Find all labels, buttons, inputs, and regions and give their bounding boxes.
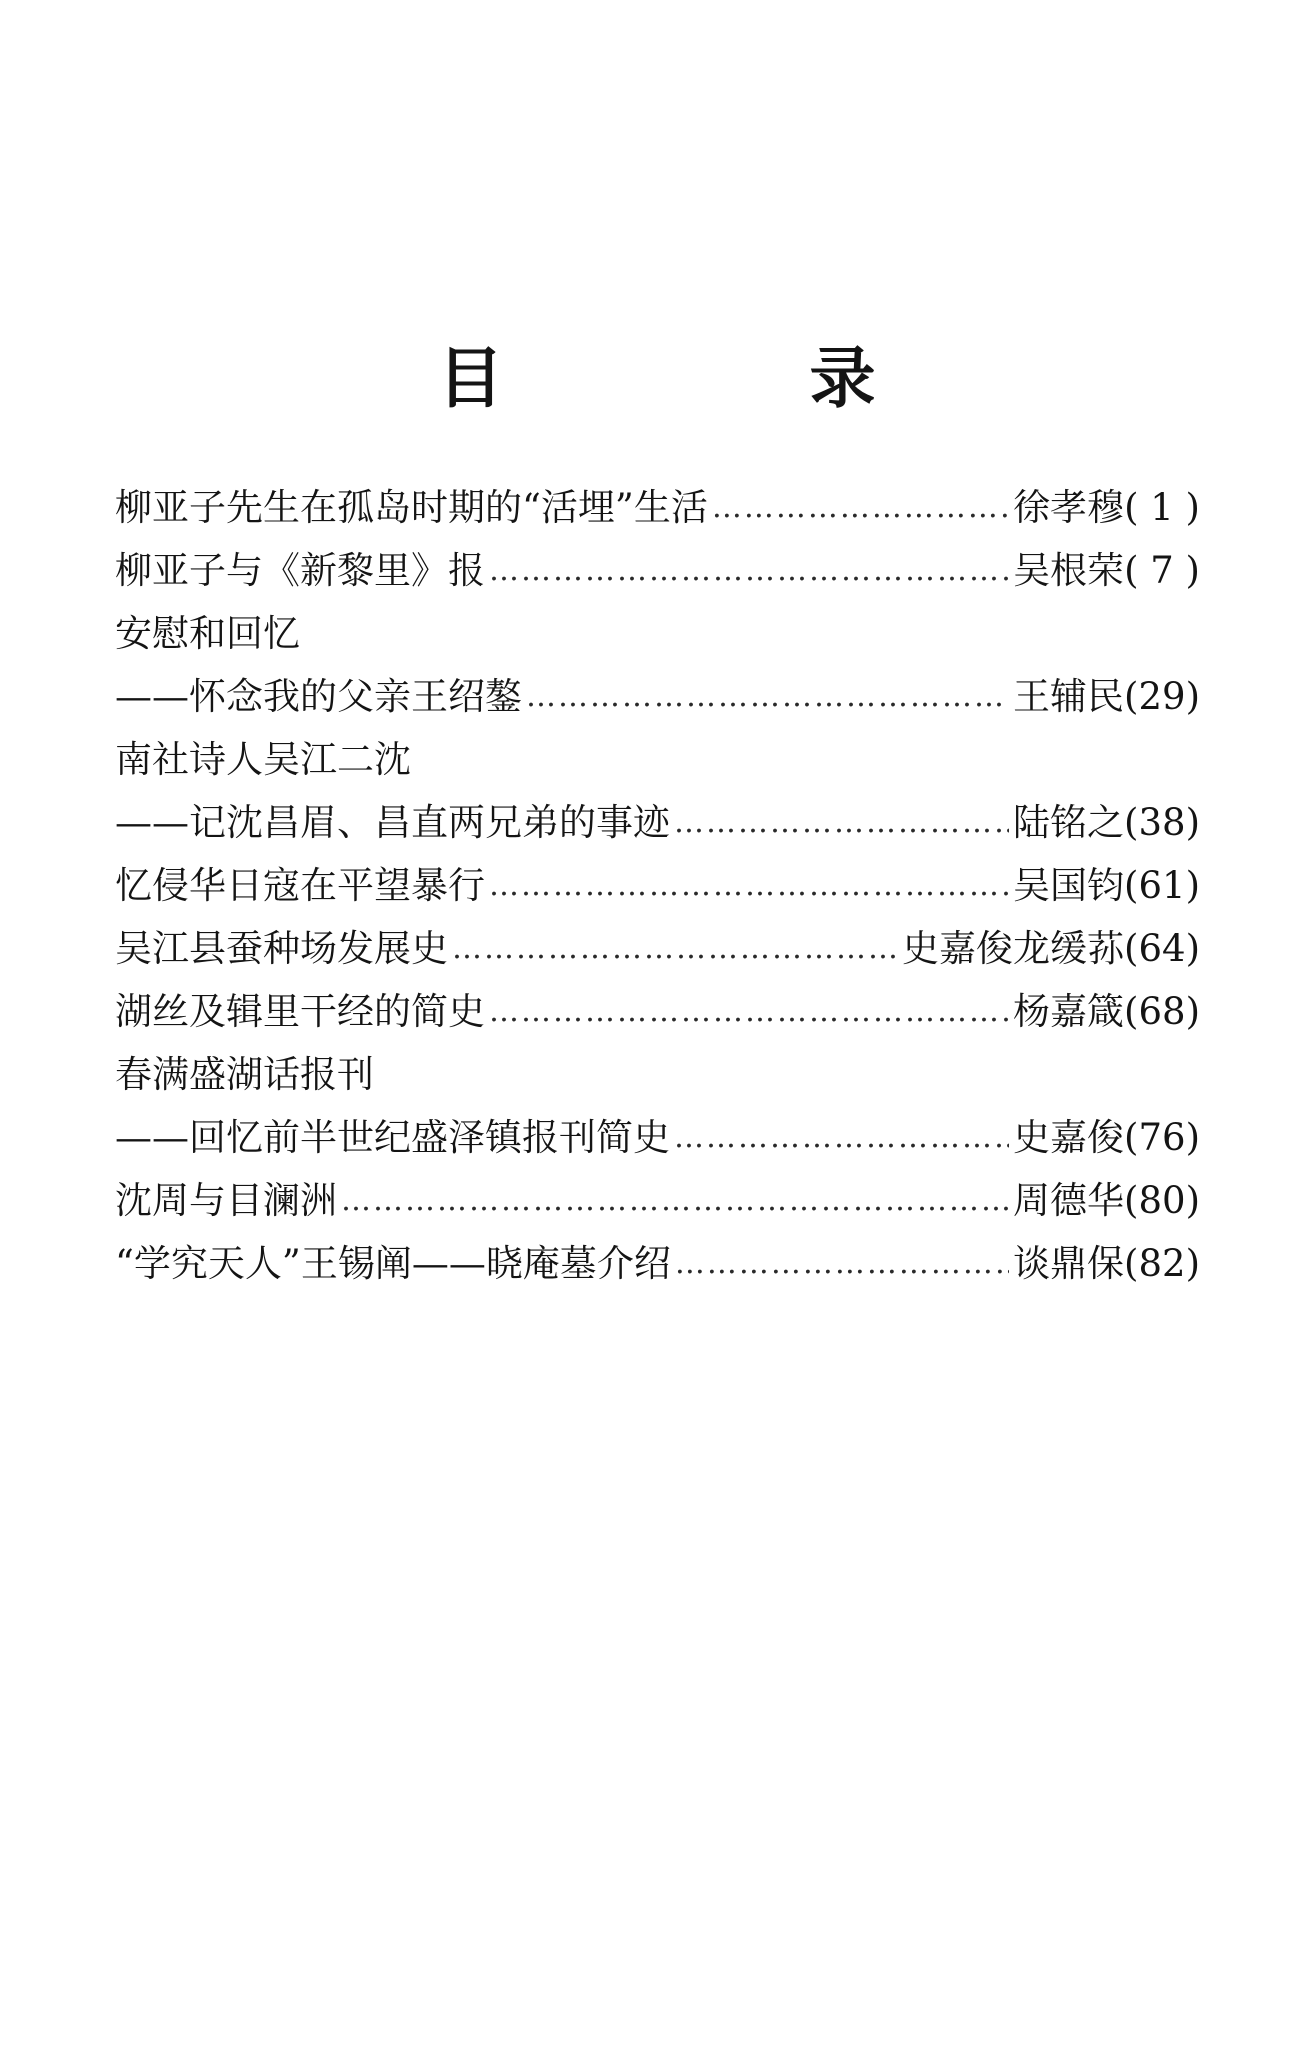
entry-author: 周德华 bbox=[1013, 1179, 1125, 1222]
entry-author-page bbox=[1013, 485, 1200, 530]
entry-author-page bbox=[1013, 1241, 1200, 1286]
toc-entry-heading bbox=[115, 728, 1200, 791]
toc-entry-heading bbox=[115, 602, 1200, 665]
leader-dots bbox=[489, 548, 1009, 593]
entry-author: 杨嘉箴 bbox=[1013, 990, 1125, 1033]
entry-subtitle: ——怀念我的父亲王绍鏊 bbox=[115, 675, 522, 718]
entry-title: 忆侵华日寇在平望暴行 bbox=[115, 864, 485, 907]
toc-entry bbox=[115, 854, 1200, 917]
entry-author: 徐孝穆 bbox=[1013, 486, 1125, 529]
entry-page: (80) bbox=[1124, 1179, 1200, 1222]
entry-title: 吴江县蚕种场发展史 bbox=[115, 927, 448, 970]
entry-title: 湖丝及辑里干经的简史 bbox=[115, 990, 485, 1033]
entry-author-page bbox=[902, 926, 1200, 971]
entry-page: ( 1 ) bbox=[1124, 486, 1200, 529]
leader-dots bbox=[712, 485, 1009, 530]
entry-page: (68) bbox=[1124, 990, 1200, 1033]
entry-author-page bbox=[1013, 863, 1200, 908]
entry-title: 安慰和回忆 bbox=[115, 612, 300, 655]
entry-page: (29) bbox=[1124, 675, 1200, 718]
toc-entry bbox=[115, 665, 1200, 728]
leader-dots bbox=[489, 989, 1009, 1034]
entry-page: (76) bbox=[1124, 1116, 1200, 1159]
entry-subtitle: ——回忆前半世纪盛泽镇报刊简史 bbox=[115, 1116, 670, 1159]
entry-author: 陆铭之 bbox=[1013, 801, 1125, 844]
entry-title: 春满盛湖话报刊 bbox=[115, 1053, 374, 1096]
entry-author-page bbox=[1013, 674, 1200, 719]
entry-author-page bbox=[1013, 989, 1200, 1034]
leader-dots bbox=[675, 1241, 1009, 1286]
entry-title: 沈周与目澜洲 bbox=[115, 1179, 337, 1222]
entry-author: 谈鼎保 bbox=[1013, 1242, 1125, 1285]
leader-dots bbox=[674, 800, 1009, 845]
entry-author-page bbox=[1013, 548, 1200, 593]
entry-author-page bbox=[1013, 800, 1200, 845]
leader-dots bbox=[489, 863, 1009, 908]
entry-page: (38) bbox=[1124, 801, 1200, 844]
leader-dots bbox=[452, 926, 898, 971]
entry-author: 王辅民 bbox=[1013, 675, 1125, 718]
entry-title: 柳亚子与《新黎里》报 bbox=[115, 549, 485, 592]
toc-entry bbox=[115, 980, 1200, 1043]
toc-entry bbox=[115, 1106, 1200, 1169]
entry-title: “学究天人”王锡阐——晓庵墓介绍 bbox=[115, 1242, 671, 1285]
entry-page: ( 7 ) bbox=[1124, 549, 1200, 592]
entry-page: (61) bbox=[1124, 864, 1200, 907]
entry-author-page bbox=[1013, 1115, 1200, 1160]
entry-author-page bbox=[1013, 1178, 1200, 1223]
toc-entry bbox=[115, 1169, 1200, 1232]
toc-entry bbox=[115, 1232, 1200, 1295]
toc-entry bbox=[115, 539, 1200, 602]
entry-subtitle: ——记沈昌眉、昌直两兄弟的事迹 bbox=[115, 801, 670, 844]
entry-author: 史嘉俊 bbox=[1013, 1116, 1125, 1159]
toc-entry bbox=[115, 791, 1200, 854]
entry-page: (82) bbox=[1124, 1242, 1200, 1285]
toc-entry-heading bbox=[115, 1043, 1200, 1106]
entry-title: 柳亚子先生在孤岛时期的“活埋”生活 bbox=[115, 486, 708, 529]
toc-entry bbox=[115, 476, 1200, 539]
leader-dots bbox=[674, 1115, 1009, 1160]
table-of-contents bbox=[115, 476, 1200, 1295]
entry-title: 南社诗人吴江二沈 bbox=[115, 738, 411, 781]
leader-dots bbox=[526, 674, 1009, 719]
entry-author: 吴根荣 bbox=[1013, 549, 1125, 592]
entry-page: (64) bbox=[1124, 927, 1200, 970]
page-title: 目 录 bbox=[437, 339, 996, 417]
leader-dots bbox=[341, 1178, 1009, 1223]
toc-entry bbox=[115, 917, 1200, 980]
entry-author: 史嘉俊龙缓荪 bbox=[902, 927, 1125, 970]
entry-author: 吴国钧 bbox=[1013, 864, 1125, 907]
